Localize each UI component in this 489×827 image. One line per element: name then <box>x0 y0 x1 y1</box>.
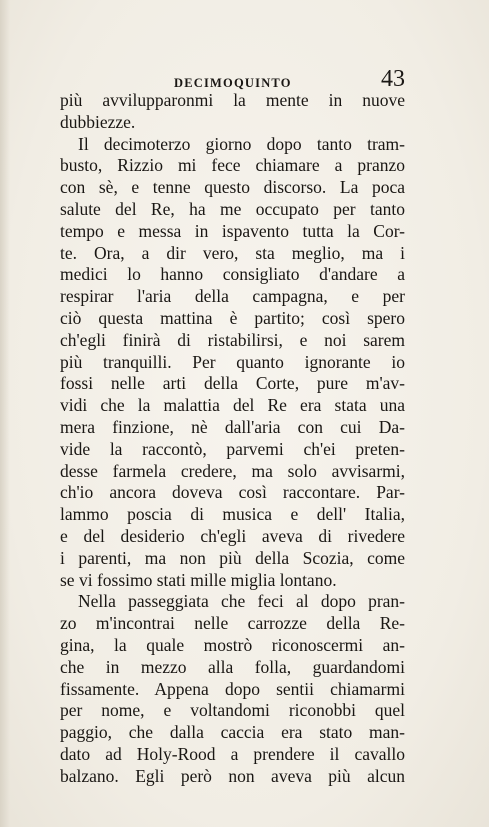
text-line: tempo e messa in ispavento tutta la Cor- <box>60 220 405 241</box>
text-line: che in mezzo alla folla, guardandomi <box>60 656 405 677</box>
text-line: se vi fossimo stati mille miglia lontano. <box>60 569 337 590</box>
text-line: ch'egli finirà di ristabilirsi, e noi sarem <box>60 329 405 350</box>
text-line: vidi che la malattia del Re era stata una <box>60 395 405 416</box>
text-line: dubbiezze. <box>60 111 136 132</box>
text-line: con sè, e tenne questo discorso. La poca <box>60 177 405 198</box>
body-text <box>60 90 405 788</box>
text-line: Il decimoterzo giorno dopo tanto tram- <box>78 133 405 154</box>
text-line: mera finzione, nè dall'aria con cui Da- <box>60 416 405 437</box>
text-line: più avvilupparonmi la mente in nuove <box>60 90 405 110</box>
text-line: ciò questa mattina è partito; così spero <box>60 307 405 328</box>
text-line: respirar l'aria della campagna, e per <box>60 286 405 307</box>
text-line: fossi nelle arti della Corte, pure m'av- <box>60 373 405 394</box>
text-line: busto, Rizzio mi fece chiamare a pranzo <box>60 155 405 176</box>
text-line: fissamente. Appena dopo sentii chiamarmi <box>60 678 405 699</box>
text-line: e del desiderio ch'egli aveva di rivedere <box>60 525 405 546</box>
text-line: paggio, che dalla caccia era stato man- <box>60 722 405 743</box>
text-line: salute del Re, ha me occupato per tanto <box>60 198 405 219</box>
text-line: ch'io ancora doveva così raccontare. Par- <box>60 482 405 503</box>
page-edge-shadow <box>0 0 10 827</box>
text-line: Nella passeggiata che feci al dopo pran- <box>78 591 405 612</box>
text-line: desse farmela credere, ma solo avvisarmi, <box>60 460 405 481</box>
text-line: medici lo hanno consigliato d'andare a <box>60 264 405 285</box>
text-line: lammo poscia di musica e dell' Italia, <box>60 504 405 525</box>
text-line: più tranquilli. Per quanto ignorante io <box>60 351 405 372</box>
text-line: zo m'incontrai nelle carrozze della Re- <box>60 613 405 634</box>
page-number: 43 <box>381 66 405 92</box>
chapter-title: DECIMOQUINTO <box>174 76 292 90</box>
text-line: dato ad Holy-Rood a prendere il cavallo <box>60 743 405 764</box>
text-line: per nome, e voltandomi riconobbi quel <box>60 700 405 721</box>
text-line: vide la raccontò, parvemi ch'ei preten- <box>60 438 405 459</box>
text-line: gina, la quale mostrò riconoscermi an- <box>60 634 405 655</box>
text-line: te. Ora, a dir vero, sta meglio, ma i <box>60 242 405 263</box>
text-line: i parenti, ma non più della Scozia, come <box>60 547 405 568</box>
text-line: balzano. Egli però non aveva più alcun <box>60 765 405 786</box>
